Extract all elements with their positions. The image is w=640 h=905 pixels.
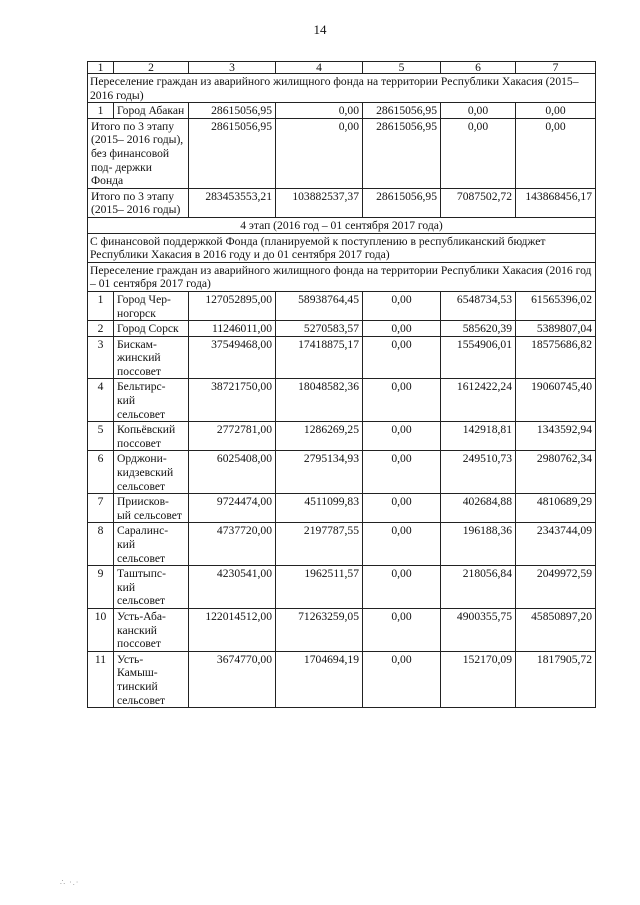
value-cell: 58938764,45	[276, 291, 363, 320]
column-number: 1	[88, 62, 114, 74]
value-cell: 0,00	[363, 651, 441, 707]
table-row	[88, 651, 596, 707]
stage-title: 4 этап (2016 год – 01 сентября 2017 года)	[88, 217, 596, 233]
municipality-name: Бельтирс- кий сельсовет	[114, 379, 189, 422]
value-cell: 1612422,24	[441, 379, 516, 422]
value-cell: 1554906,01	[441, 336, 516, 379]
value-cell: 0,00	[363, 608, 441, 651]
value-cell: 45850897,20	[516, 608, 596, 651]
value-cell: 2343744,09	[516, 523, 596, 566]
value-cell: 18575686,82	[516, 336, 596, 379]
value-cell: 0,00	[363, 494, 441, 523]
table-row	[88, 379, 596, 422]
value-cell: 28615056,95	[363, 118, 441, 188]
municipality-name: Копьёвский поссовет	[114, 422, 189, 451]
row-number: 2	[88, 321, 114, 337]
column-number: 2	[114, 62, 189, 74]
value-cell: 2049972,59	[516, 566, 596, 609]
value-cell: 11246011,00	[189, 321, 276, 337]
section-row	[88, 262, 596, 291]
row-number: 11	[88, 651, 114, 707]
value-cell: 103882537,37	[276, 188, 363, 217]
value-cell: 143868456,17	[516, 188, 596, 217]
table-row	[88, 523, 596, 566]
value-cell: 19060745,40	[516, 379, 596, 422]
total-label: Итого по 3 этапу (2015– 2016 годы), без финансовой под- держки Фонда	[88, 118, 189, 188]
municipality-name: Город Абакан	[114, 103, 189, 119]
municipality-name: Город Сорск	[114, 321, 189, 337]
value-cell: 0,00	[276, 118, 363, 188]
value-cell: 0,00	[363, 566, 441, 609]
municipality-name: Усть-Аба- канский поссовет	[114, 608, 189, 651]
row-number: 6	[88, 451, 114, 494]
municipality-name: Город Чер- ногорск	[114, 291, 189, 320]
value-cell: 152170,09	[441, 651, 516, 707]
value-cell: 249510,73	[441, 451, 516, 494]
value-cell: 402684,88	[441, 494, 516, 523]
value-cell: 0,00	[363, 291, 441, 320]
value-cell: 122014512,00	[189, 608, 276, 651]
section-title: Переселение граждан из аварийного жилищного фонда на территории Республики Хакасия (2015–2016 годы)	[88, 74, 596, 103]
row-number: 10	[88, 608, 114, 651]
page-number: 14	[313, 22, 327, 37]
value-cell: 585620,39	[441, 321, 516, 337]
table-row	[88, 566, 596, 609]
municipality-name: Усть- Камыш- тинский сельсовет	[114, 651, 189, 707]
table-row	[88, 608, 596, 651]
value-cell: 2980762,34	[516, 451, 596, 494]
value-cell: 9724474,00	[189, 494, 276, 523]
row-number: 5	[88, 422, 114, 451]
value-cell: 5270583,57	[276, 321, 363, 337]
stage-row	[88, 217, 596, 233]
resettlement-table	[87, 61, 596, 708]
table-row	[88, 291, 596, 320]
row-number: 1	[88, 291, 114, 320]
value-cell: 6025408,00	[189, 451, 276, 494]
value-cell: 0,00	[516, 118, 596, 188]
value-cell: 142918,81	[441, 422, 516, 451]
value-cell: 61565396,02	[516, 291, 596, 320]
value-cell: 17418875,17	[276, 336, 363, 379]
row-number: 4	[88, 379, 114, 422]
value-cell: 6548734,53	[441, 291, 516, 320]
value-cell: 0,00	[363, 422, 441, 451]
municipality-name: Бискам- жинский поссовет	[114, 336, 189, 379]
table-row	[88, 422, 596, 451]
value-cell: 0,00	[516, 103, 596, 119]
column-number: 7	[516, 62, 596, 74]
value-cell: 0,00	[441, 103, 516, 119]
value-cell: 18048582,36	[276, 379, 363, 422]
value-cell: 3674770,00	[189, 651, 276, 707]
value-cell: 1704694,19	[276, 651, 363, 707]
value-cell: 4900355,75	[441, 608, 516, 651]
value-cell: 1817905,72	[516, 651, 596, 707]
table-row	[88, 494, 596, 523]
value-cell: 28615056,95	[189, 118, 276, 188]
value-cell: 127052895,00	[189, 291, 276, 320]
table-row	[88, 451, 596, 494]
value-cell: 0,00	[363, 336, 441, 379]
value-cell: 4737720,00	[189, 523, 276, 566]
section-title: Переселение граждан из аварийного жилищного фонда на территории Республики Хакасия (2016 год – 01 сентября 2017 года)	[88, 262, 596, 291]
table-row	[88, 321, 596, 337]
value-cell: 1286269,25	[276, 422, 363, 451]
table-row	[88, 103, 596, 119]
section-row	[88, 74, 596, 103]
section-title: С финансовой поддержкой Фонда (планируемой к поступлению в республиканский бюджет Республики Хакасия в 2016 году и до 01 сентября 2017 года)	[88, 233, 596, 262]
row-number: 9	[88, 566, 114, 609]
total-row	[88, 188, 596, 217]
municipality-name: Таштыпс- кий сельсовет	[114, 566, 189, 609]
total-row	[88, 118, 596, 188]
value-cell: 71263259,05	[276, 608, 363, 651]
column-number: 4	[276, 62, 363, 74]
value-cell: 1343592,94	[516, 422, 596, 451]
scan-mark: ∴ ·.·	[60, 878, 80, 887]
value-cell: 4511099,83	[276, 494, 363, 523]
value-cell: 0,00	[363, 379, 441, 422]
row-number: 7	[88, 494, 114, 523]
section-row	[88, 233, 596, 262]
row-number: 8	[88, 523, 114, 566]
column-number-row	[88, 62, 596, 74]
column-number: 5	[363, 62, 441, 74]
value-cell: 7087502,72	[441, 188, 516, 217]
value-cell: 2197787,55	[276, 523, 363, 566]
value-cell: 28615056,95	[189, 103, 276, 119]
value-cell: 283453553,21	[189, 188, 276, 217]
value-cell: 1962511,57	[276, 566, 363, 609]
municipality-name: Орджони- кидзевский сельсовет	[114, 451, 189, 494]
row-number: 3	[88, 336, 114, 379]
total-label: Итого по 3 этапу (2015– 2016 годы)	[88, 188, 189, 217]
table-row	[88, 336, 596, 379]
value-cell: 2772781,00	[189, 422, 276, 451]
row-number: 1	[88, 103, 114, 119]
value-cell: 4230541,00	[189, 566, 276, 609]
value-cell: 218056,84	[441, 566, 516, 609]
column-number: 3	[189, 62, 276, 74]
value-cell: 0,00	[441, 118, 516, 188]
value-cell: 4810689,29	[516, 494, 596, 523]
value-cell: 196188,36	[441, 523, 516, 566]
municipality-name: Саралинс- кий сельсовет	[114, 523, 189, 566]
municipality-name: Приисков- ый сельсовет	[114, 494, 189, 523]
value-cell: 38721750,00	[189, 379, 276, 422]
column-number: 6	[441, 62, 516, 74]
value-cell: 37549468,00	[189, 336, 276, 379]
value-cell: 28615056,95	[363, 188, 441, 217]
value-cell: 5389807,04	[516, 321, 596, 337]
value-cell: 0,00	[363, 451, 441, 494]
value-cell: 28615056,95	[363, 103, 441, 119]
value-cell: 0,00	[363, 523, 441, 566]
value-cell: 0,00	[276, 103, 363, 119]
value-cell: 0,00	[363, 321, 441, 337]
value-cell: 2795134,93	[276, 451, 363, 494]
